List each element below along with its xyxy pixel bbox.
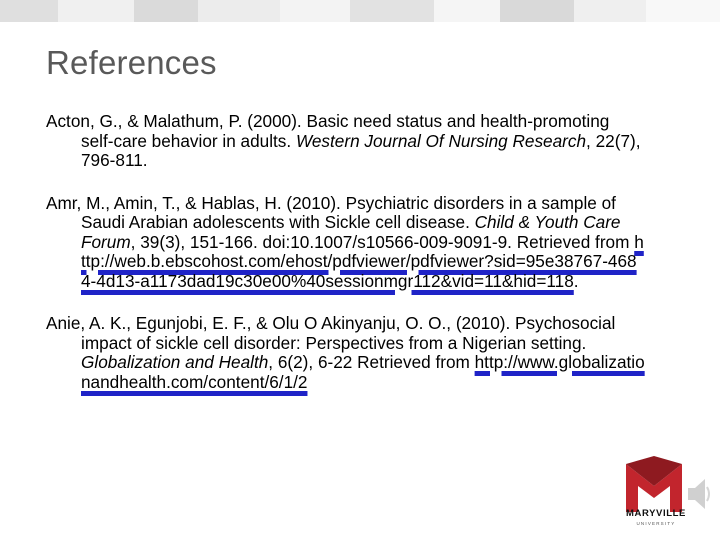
reference-link[interactable]: http://www.globalizationandhealth.com/content/6/1/2 (81, 352, 645, 392)
reference-details: , 39(3), 151-166. doi:10.1007/s10566-009-9091-9. Retrieved from (130, 231, 635, 252)
top-bar-segment (500, 0, 574, 22)
top-decorative-bar (0, 0, 720, 22)
reference-item (46, 112, 646, 171)
top-bar-segment (434, 0, 500, 22)
reference-link[interactable]: http://web.b.ebscohost.com/ehost/pdfviewer/pdfviewer?sid=95e38767-4684-4d13-a1173dad19c30e00%40sessionmgr112&vid=11&hid=118 (81, 231, 644, 291)
reference-authors: Acton, G., & Malathum, P. (2000). Basic need status and health-promoting self-care behavior in adults. (46, 111, 610, 151)
reference-item (46, 314, 646, 392)
slide-title: References (46, 44, 217, 81)
reference-trailing: . (573, 270, 579, 291)
top-bar-segment (134, 0, 198, 22)
reference-journal: Child & Youth Care Forum (81, 212, 621, 252)
top-bar-segment (646, 0, 720, 22)
logo-subtitle: UNIVERSITY (636, 521, 676, 526)
maryville-m-logo-icon (622, 454, 686, 516)
reference-journal: Western Journal Of Nursing Research (295, 130, 587, 151)
top-bar-segment (350, 0, 434, 22)
reference-list (46, 112, 646, 415)
reference-details: , 6(2), 6-22 Retrieved from (268, 352, 475, 372)
speaker-wave (707, 487, 709, 501)
reference-authors: Amr, M., Amin, T., & Hablas, H. (2010). Psychiatric disorders in a sample of Saudi Arabian adolescents with Sickle cell disease. (46, 192, 616, 232)
speaker-icon[interactable] (686, 476, 712, 512)
speaker-body (688, 479, 705, 509)
logo-wordmark: MARYVILLE (626, 508, 686, 519)
top-bar-segment (58, 0, 134, 22)
top-bar-segment (198, 0, 280, 22)
top-bar-segment (0, 0, 58, 22)
reference-journal: Globalization and Health (81, 352, 269, 372)
top-bar-segment (574, 0, 646, 22)
reference-authors: Anie, A. K., Egunjobi, E. F., & Olu O Akinyanju, O. O., (2010). Psychosocial impact of sickle cell disorder: Perspectives from a Nigerian setting. (46, 313, 616, 353)
reference-details: , 22(7), 796-811. (81, 130, 641, 170)
top-bar-segment (280, 0, 350, 22)
reference-item (46, 194, 646, 292)
